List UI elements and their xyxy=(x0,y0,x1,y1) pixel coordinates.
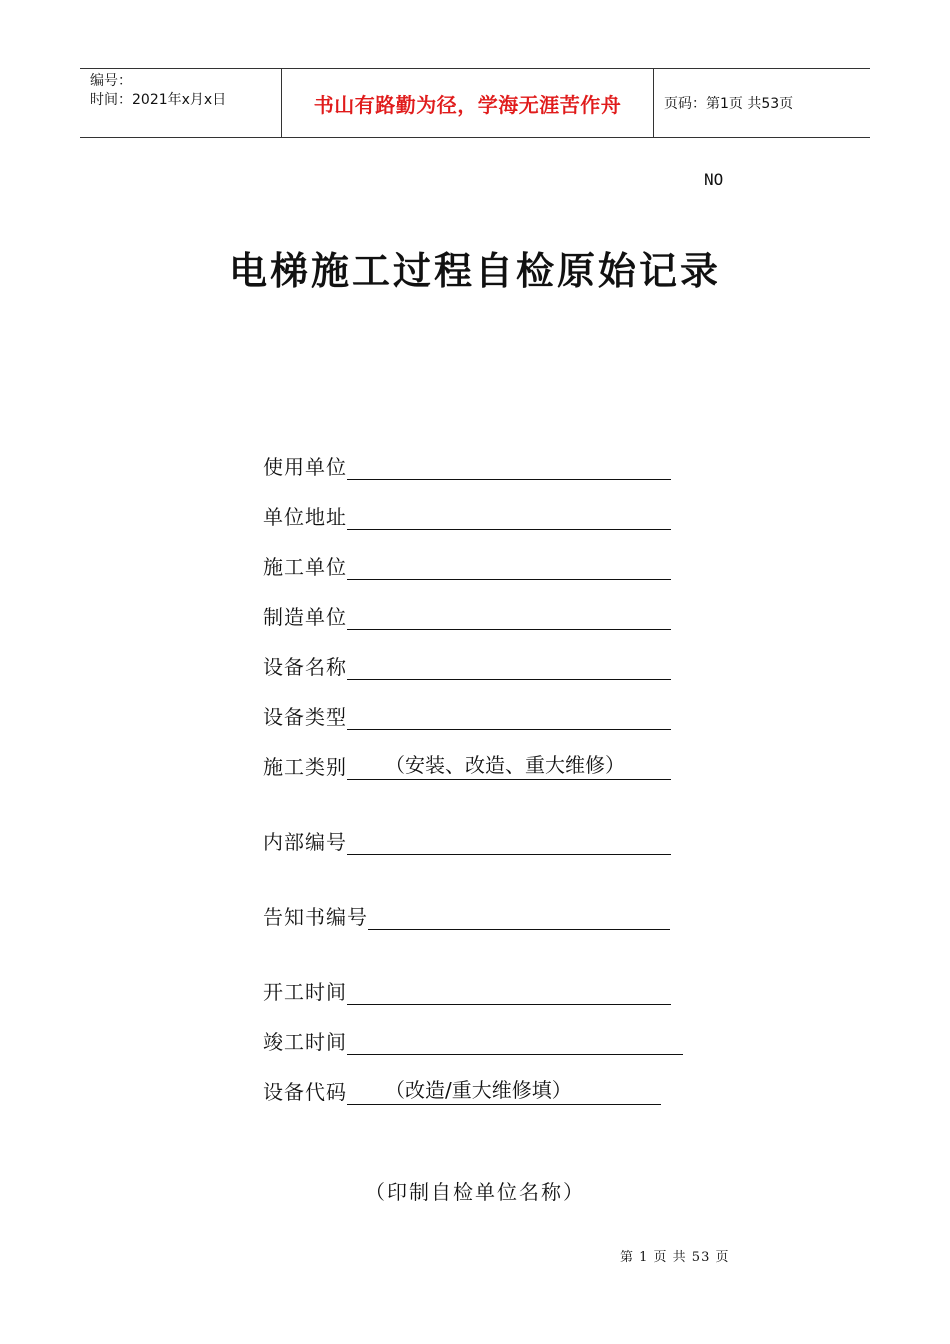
field-label: 单位地址 xyxy=(263,505,347,529)
field-equipment-type xyxy=(263,700,671,730)
field-construction-unit xyxy=(263,550,671,580)
field-label: 设备类型 xyxy=(263,705,347,729)
field-value xyxy=(347,528,385,529)
field-value xyxy=(347,578,385,579)
field-equipment-code xyxy=(263,1075,661,1105)
field-internal-number xyxy=(263,825,671,855)
header-motto: 书山有路勤为径，学海无涯苦作舟 xyxy=(282,69,654,137)
field-value-line[interactable] xyxy=(347,706,671,730)
field-completion-date xyxy=(263,1025,683,1055)
field-label: 告知书编号 xyxy=(263,905,368,929)
field-value xyxy=(347,678,385,679)
page-footer: 第 1 页 共 53 页 xyxy=(620,1250,730,1265)
record-number-mark: NO xyxy=(704,170,724,189)
field-value-line[interactable] xyxy=(368,906,670,930)
number-label: 编号： xyxy=(90,73,132,89)
field-value xyxy=(347,853,385,854)
page-header xyxy=(80,68,870,138)
field-value xyxy=(368,928,406,929)
field-construction-category xyxy=(263,750,671,780)
field-value xyxy=(347,1053,385,1054)
time-label: 时间：2021年x月x日 xyxy=(90,92,227,108)
field-value-line[interactable] xyxy=(347,753,671,780)
field-start-date xyxy=(263,975,671,1005)
field-label: 设备代码 xyxy=(263,1080,347,1104)
field-equipment-name xyxy=(263,650,671,680)
field-value-line[interactable] xyxy=(347,1031,683,1055)
field-notice-number xyxy=(263,900,670,930)
field-value-line[interactable] xyxy=(347,506,671,530)
printing-organization: （印制自检单位名称） xyxy=(365,1180,585,1204)
field-value-line[interactable] xyxy=(347,1078,661,1105)
field-label: 施工单位 xyxy=(263,555,347,579)
field-value xyxy=(347,628,385,629)
field-value-line[interactable] xyxy=(347,656,671,680)
field-label: 施工类别 xyxy=(263,755,347,779)
field-label: 使用单位 xyxy=(263,455,347,479)
document-title: 电梯施工过程自检原始记录 xyxy=(228,249,721,293)
field-value-line[interactable] xyxy=(347,556,671,580)
field-value xyxy=(347,1003,385,1004)
header-meta xyxy=(80,69,282,137)
field-manufacturer xyxy=(263,600,671,630)
field-value-line[interactable] xyxy=(347,606,671,630)
field-label: 竣工时间 xyxy=(263,1030,347,1054)
field-value-line[interactable] xyxy=(347,456,671,480)
field-label: 设备名称 xyxy=(263,655,347,679)
field-value xyxy=(347,478,385,479)
field-unit-address xyxy=(263,500,671,530)
field-label: 开工时间 xyxy=(263,980,347,1004)
field-label: 制造单位 xyxy=(263,605,347,629)
header-page-info: 页码：第1页 共53页 xyxy=(664,96,794,112)
field-use-unit xyxy=(263,450,671,480)
field-value-line[interactable] xyxy=(347,831,671,855)
field-label: 内部编号 xyxy=(263,830,347,854)
field-value-line[interactable] xyxy=(347,981,671,1005)
field-value: （安装、改造、重大维修） xyxy=(385,753,625,777)
field-value xyxy=(347,728,385,729)
field-value: （改造/重大维修填） xyxy=(385,1078,572,1102)
